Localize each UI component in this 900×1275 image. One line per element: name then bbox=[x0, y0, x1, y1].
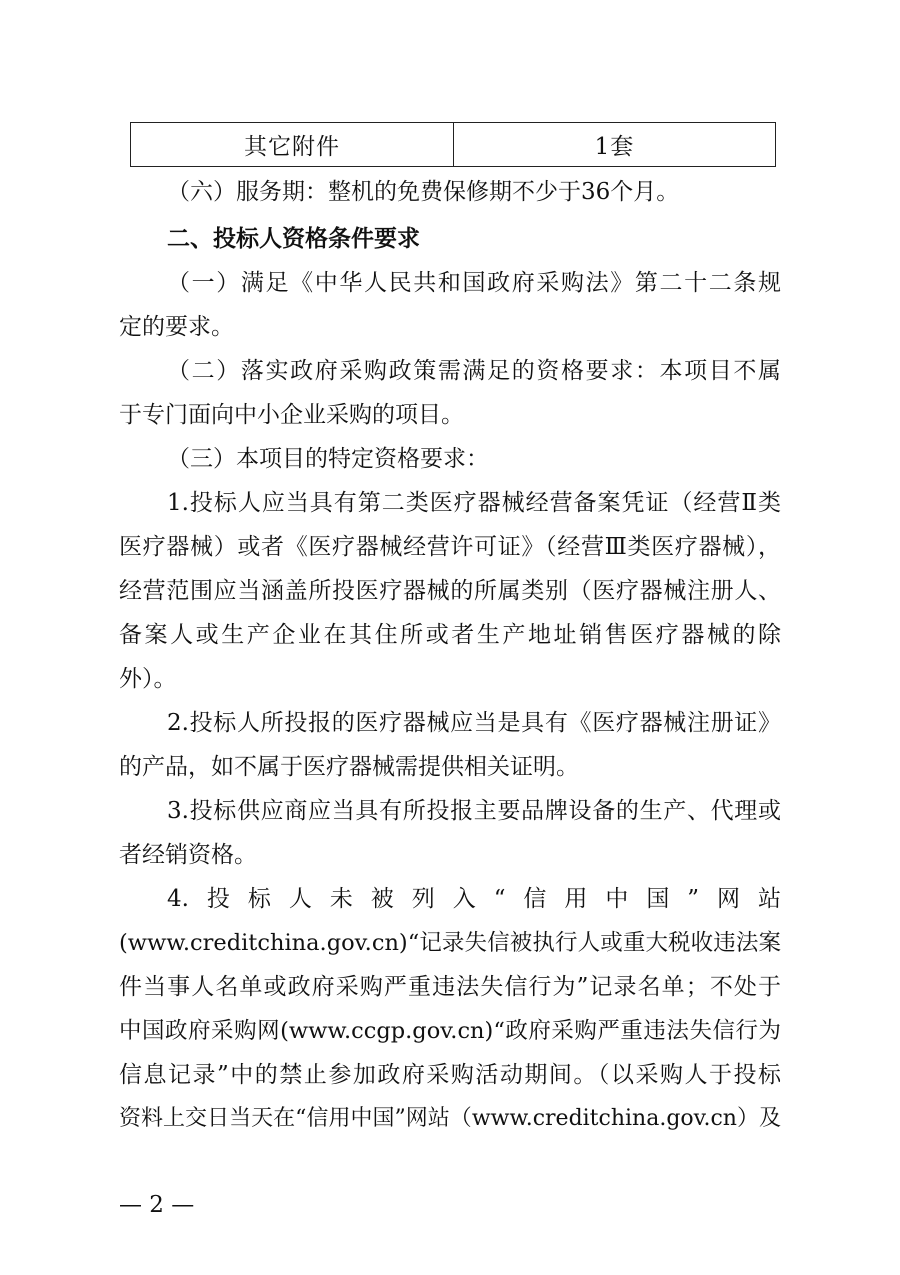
section-heading: 二、投标人资格条件要求 bbox=[167, 225, 420, 252]
paragraph-line: 医疗器械）或者《医疗器械经营许可证》（经营Ⅲ类医疗器械）， bbox=[119, 534, 781, 560]
paragraph-line: 信息记录”中的禁止参加政府采购活动期间。（以采购人于投标 bbox=[119, 1062, 781, 1088]
paragraph-line: 资料上交日当天在“信用中国”网站（www.creditchina.gov.cn）及 bbox=[119, 1106, 781, 1131]
paragraph-line: 中国政府采购网(www.ccgp.gov.cn)“政府采购严重违法失信行为 bbox=[119, 1018, 781, 1044]
paragraph-line: 外）。 bbox=[119, 666, 177, 692]
paragraph-line: （三）本项目的特定资格要求： bbox=[167, 446, 489, 472]
equipment-table bbox=[130, 122, 776, 167]
paragraph-line: 的产品，如不属于医疗器械需提供相关证明。 bbox=[119, 754, 579, 780]
table-row bbox=[131, 123, 776, 167]
paragraph-line: （一）满足《中华人民共和国政府采购法》第二十二条规 bbox=[167, 270, 781, 296]
paragraph-line: 件当事人名单或政府采购严重违法失信行为”记录名单；不处于 bbox=[119, 974, 781, 1000]
service-period-line: （六）服务期：整机的免费保修期不少于36个月。 bbox=[167, 179, 680, 205]
item-name-cell: 其它附件 bbox=[131, 123, 454, 167]
paragraph-line: 4.投标人未被列入“信用中国”网站 bbox=[167, 886, 781, 912]
paragraph-line: 3.投标供应商应当具有所投报主要品牌设备的生产、代理或 bbox=[167, 798, 781, 824]
paragraph-line: 2.投标人所投报的医疗器械应当是具有《医疗器械注册证》 bbox=[167, 710, 781, 736]
item-qty-cell: 1套 bbox=[454, 123, 776, 167]
paragraph-line: 1.投标人应当具有第二类医疗器械经营备案凭证（经营Ⅱ类 bbox=[167, 490, 781, 516]
paragraph-line: (www.creditchina.gov.cn)“记录失信被执行人或重大税收违法案 bbox=[119, 930, 781, 956]
paragraph-line: 备案人或生产企业在其住所或者生产地址销售医疗器械的除 bbox=[119, 622, 781, 648]
paragraph-line: 者经销资格。 bbox=[119, 842, 257, 868]
page-number: — 2 — bbox=[119, 1192, 195, 1218]
paragraph-line: （二）落实政府采购政策需满足的资格要求：本项目不属 bbox=[167, 358, 781, 384]
paragraph-line: 经营范围应当涵盖所投医疗器械的所属类别（医疗器械注册人、 bbox=[119, 578, 781, 604]
paragraph-line: 于专门面向中小企业采购的项目。 bbox=[119, 402, 464, 428]
paragraph-line: 定的要求。 bbox=[119, 314, 234, 340]
